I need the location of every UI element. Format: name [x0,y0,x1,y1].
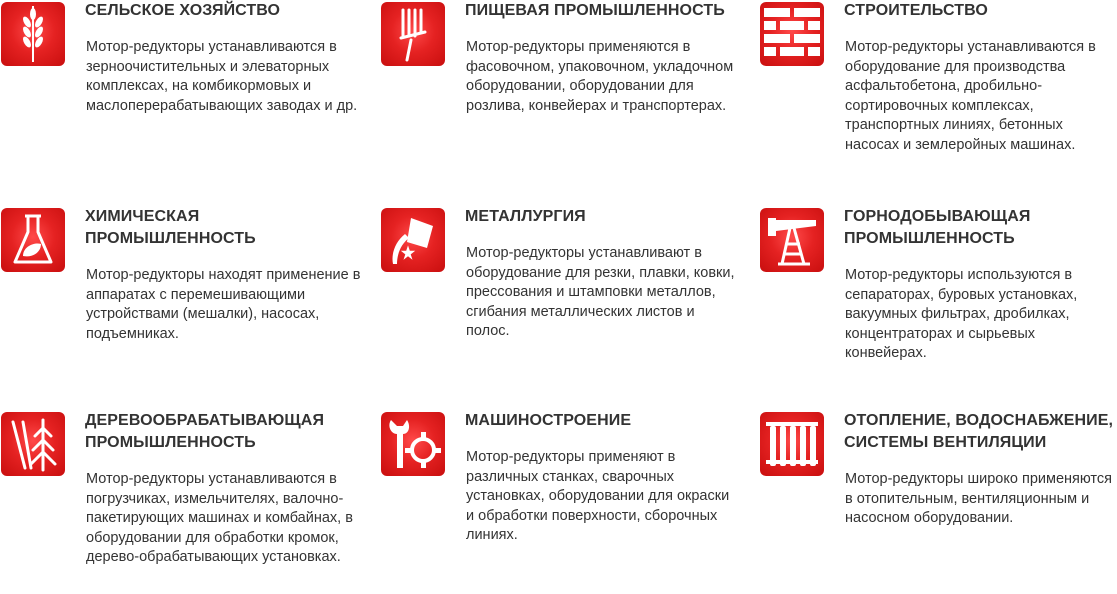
tree-icon [1,412,65,476]
industry-card-heating [760,410,1117,594]
food-icon [381,2,445,66]
radiator-icon [760,412,824,476]
industry-title: ГОРНОДОБЫВАЮЩАЯ ПРОМЫШЛЕННОСТЬ [844,208,1031,247]
industry-title: ДЕРЕВООБРАБАТЫВАЮЩАЯ ПРОМЫШЛЕННОСТЬ [85,412,325,451]
industry-card-woodworking [1,410,361,594]
industry-title: МЕТАЛЛУРГИЯ [465,208,586,225]
flask-icon [1,208,65,272]
industry-title: ХИМИЧЕСКАЯ ПРОМЫШЛЕННОСТЬ [85,208,256,247]
industry-card-machinery [381,410,741,594]
industry-card-food [381,0,741,170]
industry-description: Мотор-редукторы применяются в фасовочном, упаковочном, укладочном оборудовании, оборудовании для розлива, конвейерах и транспортерах. [466,39,734,114]
ladle-icon [381,208,445,272]
industry-description: Мотор-редукторы применяют в различных станках, сварочных установках, оборудовании для окраски и обработки поверхности, сборочных линиях. [466,449,730,543]
industry-title: ПИЩЕВАЯ ПРОМЫШЛЕННОСТЬ [465,2,725,19]
wheat-icon [1,2,65,66]
industry-title: ОТОПЛЕНИЕ, ВОДОСНАБЖЕНИЕ, СИСТЕМЫ ВЕНТИЛЯЦИИ [844,412,1114,451]
industry-card-mining [760,206,1117,376]
industry-card-chemical [1,206,361,376]
industry-title: МАШИНОСТРОЕНИЕ [465,412,632,429]
wrench-gear-icon [381,412,445,476]
industry-title: СТРОИТЕЛЬСТВО [844,2,988,19]
industry-description: Мотор-редукторы устанавливаются в погрузчиках, измельчителях, валочно-пакетирующих машинах и комбайнах, в оборудовании для обработки кромок, дерево-обрабатывающих установках. [86,471,353,565]
industry-description: Мотор-редукторы устанавливаются в зерноочистительных и элеваторных комплексах, на комбикормовых и маслоперерабатывающих заводах и др. [86,39,358,114]
industry-card-metallurgy [381,206,741,376]
industry-card-construction [760,0,1117,170]
industry-description: Мотор-редукторы широко применяются в отопительным, вентиляционным и насосном оборудовании. [845,471,1113,526]
industry-card-agriculture [1,0,361,170]
brick-wall-icon [760,2,824,66]
industry-title: СЕЛЬСКОЕ ХОЗЯЙСТВО [85,2,281,19]
oil-pump-icon [760,208,824,272]
industry-description: Мотор-редукторы находят применение в аппаратах с перемешивающими устройствами (мешалки), насосах, подъемниках. [86,267,361,342]
industry-description: Мотор-редукторы используются в сепараторах, буровых установках, вакуумных фильтрах, дробилках, концентраторах и сырьевых конвейерах. [845,267,1078,361]
industry-description: Мотор-редукторы устанавливаются в оборудование для производства асфальтобетона, дробильно-сортировочных комплексах, транспортных линиях, бетонных насосах и землеройных машинах. [845,39,1096,153]
industry-description: Мотор-редукторы устанавливают в оборудование для резки, плавки, ковки, прессования и штамповки металлов, сгибания металлических листов и полос. [466,245,735,339]
